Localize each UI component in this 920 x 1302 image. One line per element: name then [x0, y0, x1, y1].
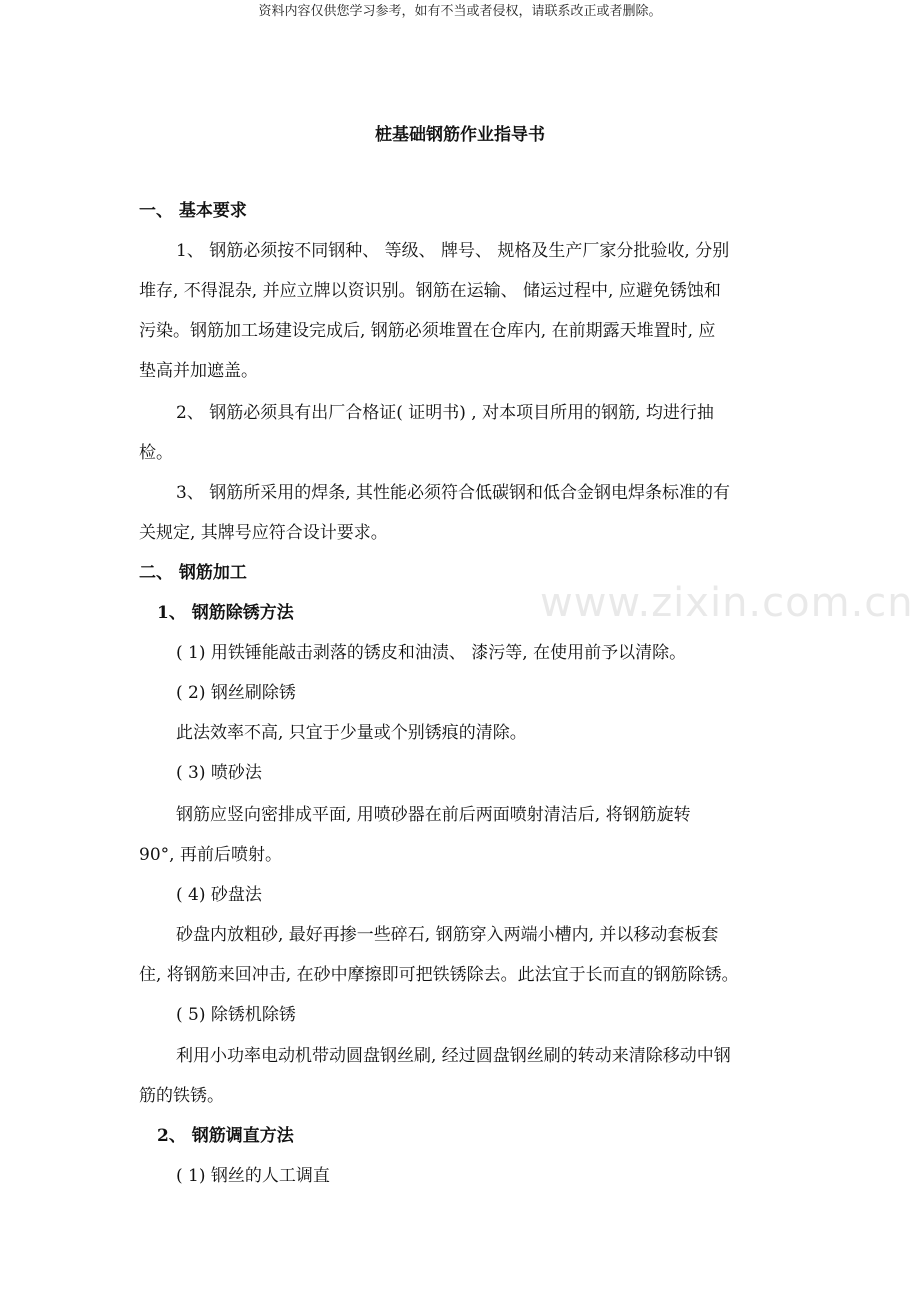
paragraph-line: 垫高并加遮盖。 — [139, 361, 258, 381]
paragraph-line: ( 2) 钢丝刷除锈 — [176, 683, 296, 703]
paragraph-line: 检。 — [139, 443, 173, 463]
header-notice: 资料内容仅供您学习参考，如有不当或者侵权，请联系改正或者删除。 — [258, 4, 662, 19]
paragraph-line: ( 1) 用铁锤能敲击剥落的锈皮和油渍、 漆污等, 在使用前予以清除。 — [176, 643, 687, 663]
paragraph-line: 2、 钢筋必须具有出厂合格证( 证明书) , 对本项目所用的钢筋, 均进行抽 — [176, 403, 714, 423]
paragraph-line: 砂盘内放粗砂, 最好再掺一些碎石, 钢筋穿入两端小槽内, 并以移动套板套 — [176, 925, 719, 945]
watermark: www.zixin.com.cn — [540, 580, 914, 626]
paragraph-line: 污染。钢筋加工场建设完成后, 钢筋必须堆置在仓库内, 在前期露天堆置时, 应 — [139, 321, 716, 341]
paragraph-line: 3、 钢筋所采用的焊条, 其性能必须符合低碳钢和低合金钢电焊条标准的有 — [176, 483, 731, 503]
paragraph-line: ( 1) 钢丝的人工调直 — [176, 1166, 330, 1186]
paragraph-line: 堆存, 不得混杂, 并应立牌以资识别。钢筋在运输、 储运过程中, 应避免锈蚀和 — [139, 281, 721, 301]
paragraph-line: 利用小功率电动机带动圆盘钢丝刷, 经过圆盘钢丝刷的转动来清除移动中钢 — [176, 1046, 731, 1066]
section-heading: 二、 钢筋加工 — [139, 563, 247, 583]
paragraph-line: 住, 将钢筋来回冲击, 在砂中摩擦即可把铁锈除去。此法宜于长而直的钢筋除锈。 — [139, 965, 739, 985]
subsection-heading: 2、 钢筋调直方法 — [157, 1126, 294, 1146]
paragraph-line: 钢筋应竖向密排成平面, 用喷砂器在前后两面喷射清洁后, 将钢筋旋转 — [176, 805, 691, 825]
paragraph-line: 此法效率不高, 只宜于少量或个别锈痕的清除。 — [176, 723, 527, 743]
paragraph-line: 1、 钢筋必须按不同钢种、 等级、 牌号、 规格及生产厂家分批验收, 分别 — [176, 241, 730, 261]
subsection-heading: 1、 钢筋除锈方法 — [157, 603, 294, 623]
section-heading: 一、 基本要求 — [139, 201, 247, 221]
paragraph-line: 90°, 再前后喷射。 — [139, 845, 282, 865]
document-title: 桩基础钢筋作业指导书 — [375, 125, 545, 145]
paragraph-line: 关规定, 其牌号应符合设计要求。 — [139, 523, 388, 543]
paragraph-line: ( 5) 除锈机除锈 — [176, 1005, 296, 1025]
paragraph-line: 筋的铁锈。 — [139, 1086, 224, 1106]
paragraph-line: ( 4) 砂盘法 — [176, 885, 262, 905]
paragraph-line: ( 3) 喷砂法 — [176, 763, 262, 783]
